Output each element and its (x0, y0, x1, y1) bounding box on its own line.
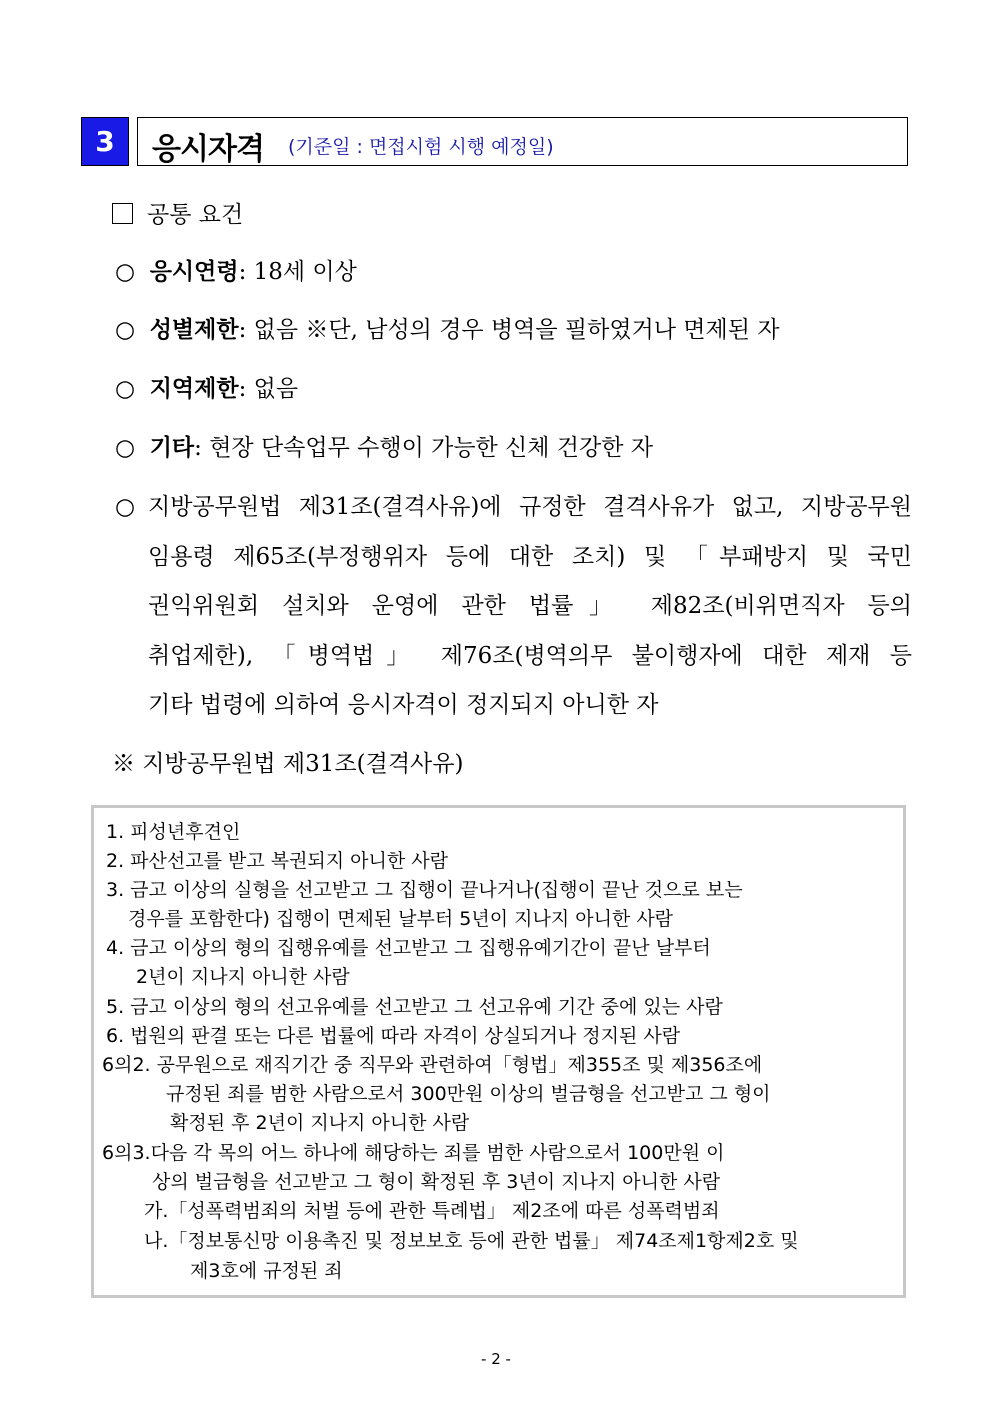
bullet-icon: ○ (115, 494, 136, 520)
rule-line: 5. 금고 이상의 형의 선고유예를 선고받고 그 선고유예 기간 중에 있는 사람 (106, 996, 723, 1018)
bullet-icon: ○ (115, 317, 136, 343)
section-number-badge: 3 (81, 117, 129, 166)
section-title-box (137, 117, 908, 166)
checkbox-icon (112, 203, 133, 224)
rule-line: 2년이 지나지 아니한 사람 (136, 966, 350, 988)
rule-line: 4. 금고 이상의 형의 집행유예를 선고받고 그 집행유예기간이 끝난 날부터 (106, 937, 711, 959)
rule-line: 3. 금고 이상의 실형을 선고받고 그 집행이 끝나거나(집행이 끝난 것으로 보는 (106, 879, 743, 901)
common-heading-text: 공통 요건 (147, 202, 244, 228)
note-heading: ※ 지방공무원법 제31조(결격사유) (112, 751, 464, 777)
rule-line: 나.「정보통신망 이용촉진 및 정보보호 등에 관한 법률」 제74조제1항제2호 및 (144, 1230, 799, 1252)
list-item (115, 257, 357, 287)
rule-line: 1. 피성년후견인 (106, 821, 241, 843)
item-text: : 18세 이상 (238, 259, 357, 285)
item-text: : 없음 ※단, 남성의 경우 병역을 필하였거나 면제된 자 (238, 317, 780, 343)
item-label: 응시연령 (149, 258, 239, 285)
bullet-icon: ○ (115, 376, 136, 402)
rule-line: 6의2. 공무원으로 재직기간 중 직무와 관련하여「형법」제355조 및 제356조에 (102, 1054, 763, 1076)
paragraph-line: 기타 법령에 의하여 응시자격이 정지되지 아니한 자 (148, 692, 659, 718)
paragraph-line: 취업제한), 「병역법」 제76조(병역의무 불이행자에 대한 제재 등 (148, 643, 912, 669)
rule-line: 경우를 포함한다) 집행이 면제된 날부터 5년이 지나지 아니한 사람 (128, 908, 674, 930)
rule-line: 6의3.다음 각 목의 어느 하나에 해당하는 죄를 범한 사람으로서 100만원 이 (102, 1142, 725, 1164)
list-item (115, 315, 780, 345)
list-item (115, 433, 653, 463)
paragraph-line: 임용령 제65조(부정행위자 등에 대한 조치) 및 「부패방지 및 국민 (148, 544, 912, 570)
section-title: 응시자격 (152, 132, 264, 167)
item-label: 지역제한 (149, 375, 239, 402)
bullet-icon: ○ (115, 259, 136, 285)
page-number: - 2 - (481, 1350, 511, 1368)
paragraph-line: 권익위원회 설치와 운영에 관한 법률」 제82조(비위면직자 등의 (148, 593, 912, 619)
rule-line: 2. 파산선고를 받고 복권되지 아니한 사람 (106, 850, 448, 872)
rule-line: 제3호에 규정된 죄 (190, 1260, 343, 1282)
paragraph-line: 지방공무원법 제31조(결격사유)에 규정한 결격사유가 없고, 지방공무원 (148, 494, 912, 520)
rule-line: 가.「성폭력범죄의 처벌 등에 관한 특례법」 제2조에 따른 성폭력범죄 (144, 1200, 720, 1222)
rule-line: 6. 법원의 판결 또는 다른 법률에 따라 자격이 상실되거나 정지된 사람 (106, 1025, 681, 1047)
list-item (115, 374, 298, 404)
rule-line: 상의 벌금형을 선고받고 그 형이 확정된 후 3년이 지나지 아니한 사람 (152, 1171, 721, 1193)
item-label: 기타 (149, 434, 195, 461)
item-text: : 없음 (238, 376, 299, 402)
rule-line: 규정된 죄를 범한 사람으로서 300만원 이상의 벌금형을 선고받고 그 형이 (166, 1083, 771, 1105)
bullet-icon: ○ (115, 435, 136, 461)
section-subtitle: (기준일 : 면접시험 시행 예정일) (288, 136, 554, 158)
item-label: 성별제한 (149, 316, 239, 343)
rule-line: 확정된 후 2년이 지나지 아니한 사람 (170, 1112, 470, 1134)
disqualification-rules-box (91, 805, 906, 1298)
common-heading (112, 200, 243, 230)
item-text: : 현장 단속업무 수행이 가능한 신체 건강한 자 (194, 435, 653, 461)
